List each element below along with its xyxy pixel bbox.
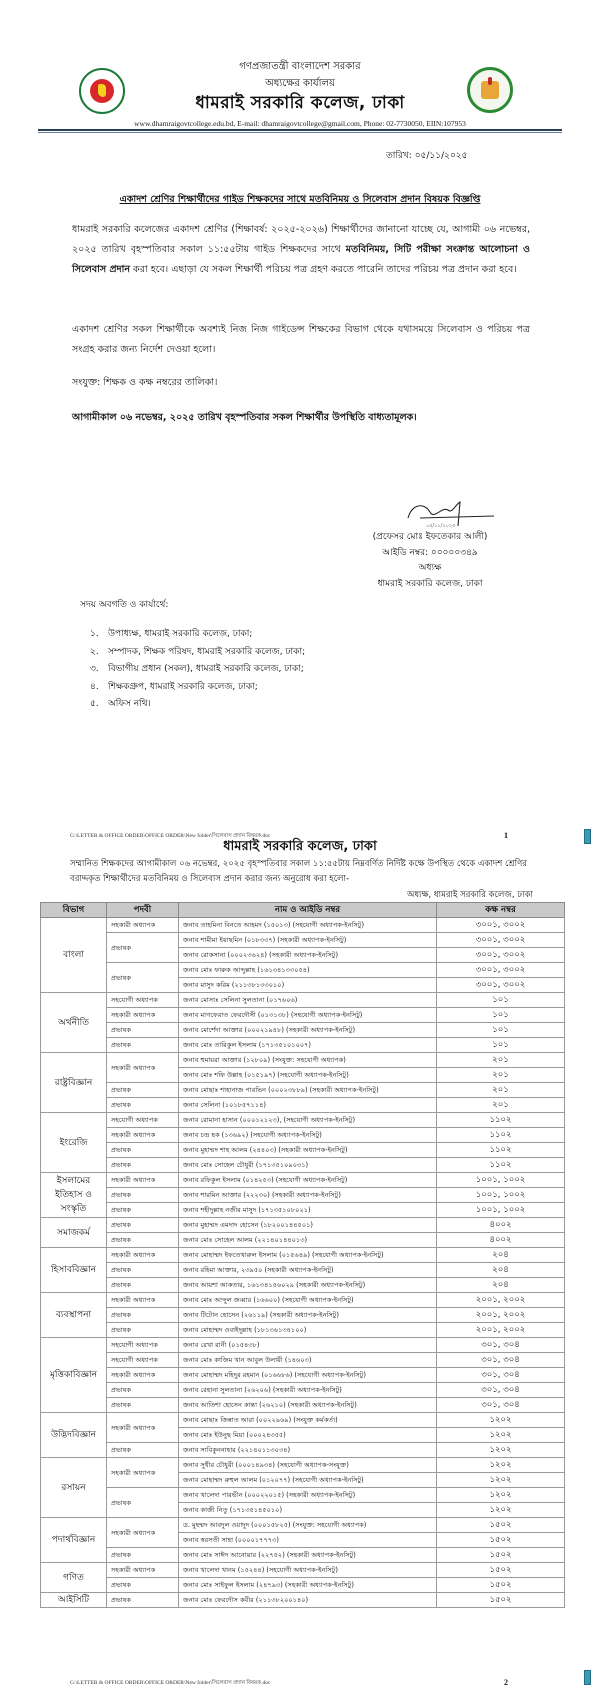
table-row	[41, 1203, 565, 1218]
room-number-cell: ৩০০১, ৩০০২	[437, 978, 565, 993]
teacher-name-cell: জনাব মোঃ ইউনুছ মিয়া (০০০২৪৩৫৫)	[179, 1428, 437, 1443]
department-cell: বাংলা	[41, 918, 107, 993]
table-row	[41, 1263, 565, 1278]
department-cell: উদ্ভিদবিজ্ঞান	[41, 1413, 107, 1458]
table-row	[41, 1308, 565, 1323]
cc-item: ৫. অফিস নথি।	[90, 699, 151, 709]
department-cell: রাষ্ট্রবিজ্ঞান	[41, 1053, 107, 1113]
signatory-institution: ধামরাই সরকারি কলেজ, ঢাকা	[377, 578, 483, 589]
cc-item: ১. উপাধ্যক্ষ, ধামরাই সরকারি কলেজ, ঢাকা;	[90, 629, 253, 639]
room-number-cell: ১৫০২	[437, 1593, 565, 1608]
table-row	[41, 1278, 565, 1293]
cc-item: ২. সম্পাদক, শিক্ষক পরিষদ, ধামরাই সরকারি কলেজ, ঢাকা;	[90, 646, 306, 657]
room-number-cell: ৩০১, ৩০৪	[437, 1338, 565, 1353]
signatory-designation: অধ্যক্ষ	[418, 563, 442, 573]
table-row	[41, 1548, 565, 1563]
room-number-cell: ১২০২	[437, 1488, 565, 1503]
header-department: বিভাগ	[41, 903, 107, 918]
table-row	[41, 1488, 565, 1503]
designation-cell: সহকারী অধ্যাপক	[107, 1563, 179, 1578]
designation-cell: প্রভাষক	[107, 1398, 179, 1413]
teacher-name-cell: জনাব মোছাঃ শাহানাজ পারভিন (০০০২৩৮৮৯) (সহকারী অধ্যাপক-ইনসিটু)	[179, 1083, 437, 1098]
designation-cell: প্রভাষক	[107, 1383, 179, 1398]
teacher-name-cell: জনাব সুধীর চৌধুরী (০০০১৪৯৩৪) (সহযোগী অধ্যাপক-সংযুক্ত)	[179, 1458, 437, 1473]
teacher-name-cell: জনাব রহিমা আক্তার, ২৩৯৫০ (সহকারী অধ্যাপক-ইনসিটু)	[179, 1263, 437, 1278]
table-row	[41, 1143, 565, 1158]
mandatory-attendance-notice: আগামীকাল ০৬ নভেম্বর, ২০২৫ তারিখ বৃহস্পতিবার সকল শিক্ষার্থীর উপস্থিতি বাধ্যতামূলক।	[72, 412, 417, 423]
department-cell: সমাজকর্ম	[41, 1218, 107, 1248]
table-row	[41, 1458, 565, 1473]
teacher-name-cell: জনাব চন্দ্র হক (১৩৬৯২) (সহযোগী অধ্যাপক-ইনসিটু)	[179, 1128, 437, 1143]
designation-cell: সহকারী অধ্যাপক	[107, 1293, 179, 1308]
teacher-name-cell: জনাব মোসাঃ সেলিনা সুলতানা (০১৭৬০৬)	[179, 993, 437, 1008]
header-name-id: নাম ও আইডি নম্বর	[179, 903, 437, 918]
table-row	[41, 1008, 565, 1023]
page2-title: ধামরাই সরকারি কলেজ, ঢাকা	[223, 839, 377, 854]
designation-cell: প্রভাষক	[107, 1038, 179, 1053]
teacher-name-cell: জনাব মোহাম্মদ ইফতেখারুল ইসলাম (০১৫৬৪৯) (সহযোগী অধ্যাপক-ইনসিটু)	[179, 1248, 437, 1263]
teacher-room-table	[40, 902, 565, 1608]
table-row	[41, 933, 565, 948]
teacher-name-cell: জনাব সেলিনা (১০১৮৫৭১১৪)	[179, 1098, 437, 1113]
room-number-cell: ১০১	[437, 993, 565, 1008]
table-row	[41, 1368, 565, 1383]
designation-cell: প্রভাষক	[107, 1203, 179, 1218]
room-number-cell: ১০০১, ১০০২	[437, 1203, 565, 1218]
designation-cell: সহকারী অধ্যাপক	[107, 1173, 179, 1188]
teacher-name-cell: জনাব শহীদুল্লাহ নজীর মাসুদ (১৭১৩৫১০৮০২১)	[179, 1203, 437, 1218]
teacher-name-cell: জনাব মাসুদ করিম (২১১৩৮১৩৩০১০)	[179, 978, 437, 993]
table-row	[41, 1188, 565, 1203]
letterhead-divider-thin	[38, 132, 562, 133]
designation-cell: সহকারী অধ্যাপক	[107, 1128, 179, 1143]
designation-cell: প্রভাষক	[107, 1098, 179, 1113]
room-number-cell: ১০১	[437, 1008, 565, 1023]
department-cell: অর্থনীতি	[41, 993, 107, 1053]
room-number-cell: ৪০০২	[437, 1218, 565, 1233]
table-row	[41, 1038, 565, 1053]
room-number-cell: ১২০২	[437, 1413, 565, 1428]
department-cell: আইসিটি	[41, 1593, 107, 1608]
room-number-cell: ১০০১, ১০০২	[437, 1173, 565, 1188]
table-row	[41, 1338, 565, 1353]
room-number-cell: ৩০০১, ৩০০২	[437, 933, 565, 948]
room-number-cell: ১২০২	[437, 1428, 565, 1443]
room-number-cell: ১১০২	[437, 1143, 565, 1158]
room-number-cell: ৩০০১, ৩০০২	[437, 918, 565, 933]
teacher-name-cell: জনাব মোহাম্মদ মহিদুর রহমান (০১৬৬৮৬) (সহযোগী অধ্যাপক-ইনসিটু)	[179, 1368, 437, 1383]
table-row	[41, 1218, 565, 1233]
designation-cell: সহকারী অধ্যাপক	[107, 1518, 179, 1548]
designation-cell: প্রভাষক	[107, 1188, 179, 1203]
teacher-name-cell: জনাব মোঃ সোহেল আলম (২২১৪০১৪৪০১৩)	[179, 1233, 437, 1248]
room-number-cell: ৩০০১, ৩০০২	[437, 948, 565, 963]
department-cell: হিসাববিজ্ঞান	[41, 1248, 107, 1293]
teacher-name-cell: জনাব মোঃ কাজিম খান আবুল উলায়ী (১৪৬০৩)	[179, 1353, 437, 1368]
designation-cell: প্রভাষক	[107, 1143, 179, 1158]
designation-cell: সহযোগী অধ্যাপক	[107, 1113, 179, 1128]
designation-cell: প্রভাষক	[107, 1023, 179, 1038]
signatory-name: (প্রফেসর মোঃ ইফতেকার আলী)	[372, 532, 488, 542]
header-designation: পদবী	[107, 903, 179, 918]
designation-cell: প্রভাষক	[107, 963, 179, 993]
room-number-cell: ১২০২	[437, 1473, 565, 1488]
room-number-cell: ২০১	[437, 1098, 565, 1113]
room-number-cell: ১৫০২	[437, 1548, 565, 1563]
table-row	[41, 1413, 565, 1428]
letterhead-government: গণপ্রজাতন্ত্রী বাংলাদেশ সরকার	[239, 61, 361, 72]
table-row	[41, 1518, 565, 1533]
signature-block	[340, 530, 520, 592]
notice-title: একাদশ শ্রেণির শিক্ষার্থীদের গাইড শিক্ষকদের সাথে মতবিনিময় ও সিলেবাস প্রদান বিষয়ক বিজ্ঞপ্তি	[119, 194, 481, 205]
department-cell: ইংরেজি	[41, 1113, 107, 1173]
teacher-name-cell: জনাব মোঃ সাইফুল ইসলাম (২৪৭৯৩) (সহকারী অধ্যাপক-ইনসিটু)	[179, 1578, 437, 1593]
page-number: 2	[504, 1678, 508, 1687]
teacher-name-cell: জনাব তাহমিনা বিনতে আহমদ (১৫০১৩) (সহযোগী অধ্যাপক-ইনসিটু)	[179, 918, 437, 933]
designation-cell: সহকারী অধ্যাপক	[107, 1458, 179, 1488]
room-number-cell: ১২০২	[437, 1503, 565, 1518]
para1-text-b: করা হবে। এছাড়া যে সকল শিক্ষার্থী পরিচয় পত্র গ্রহণ করতে পারেনি তাদের পরিচয় পত্র প্রদান করা হবে।	[130, 264, 517, 275]
teacher-name-cell: জনাব মোর্শেদা আক্তার (০০০২১৯৪৮) (সহকারী অধ্যাপক-ইনসিটু)	[179, 1023, 437, 1038]
room-number-cell: ১২০২	[437, 1443, 565, 1458]
teacher-name-cell: জনাব রোকসানা (০০০২৩৬২৪) (সহকারী অধ্যাপক-ইনসিটু)	[179, 948, 437, 963]
table-header-row	[41, 903, 565, 918]
room-number-cell: ২০১	[437, 1083, 565, 1098]
department-cell: ইসলামের ইতিহাস ও সংস্কৃতি	[41, 1173, 107, 1218]
table-row	[41, 1128, 565, 1143]
room-number-cell: ২০৪	[437, 1278, 565, 1293]
table-row	[41, 918, 565, 933]
designation-cell: সহযোগী অধ্যাপক	[107, 1353, 179, 1368]
table-row	[41, 1563, 565, 1578]
room-number-cell: ২০০১, ২০০২	[437, 1308, 565, 1323]
department-cell: রসায়ন	[41, 1458, 107, 1518]
teacher-name-cell: জনাব আতিশা হোসেন কান্তা (২৬২১০) (সহকারী অধ্যাপক-ইনসিটু)	[179, 1398, 437, 1413]
room-number-cell: ১৫০২	[437, 1578, 565, 1593]
teacher-name-cell: জনাব মোহাম্মদ ওবাইদুল্লাহ (১৮১৩৬১৩৪১০০)	[179, 1323, 437, 1338]
notice-paragraph-1	[72, 220, 530, 280]
cc-item: ৩. বিভাগীয় প্রধান (সকল), ধামরাই সরকারি কলেজ, ঢাকা;	[90, 664, 304, 674]
teacher-name-cell: ড. মুহম্মদ আবদুল ওয়াদুদ (০০০১৫৮২৫) (সংযুক্ত: সহযোগী অধ্যাপক)	[179, 1518, 437, 1533]
designation-cell: প্রভাষক	[107, 1233, 179, 1248]
room-number-cell: ১১০২	[437, 1128, 565, 1143]
department-cell: গণিত	[41, 1563, 107, 1593]
signatory-id: আইডি নম্বর: ০০০০০৩৪৯	[382, 547, 478, 558]
teacher-name-cell: জনাব হুমায়রা আক্তার (১২৮০৯) (সংযুক্ত: সহযোগী অধ্যাপক)	[179, 1053, 437, 1068]
designation-cell: সহকারী অধ্যাপক	[107, 1008, 179, 1023]
document-page-1	[0, 0, 600, 840]
room-number-cell: ২০০১, ২০০২	[437, 1293, 565, 1308]
room-number-cell: ২০০১, ২০০২	[437, 1323, 565, 1338]
teacher-name-cell: জনাব মোঃ সোহেল চৌধুরী (১৭১৩৫১০৯০৩১)	[179, 1158, 437, 1173]
designation-cell: প্রভাষক	[107, 933, 179, 963]
designation-cell: প্রভাষক	[107, 1278, 179, 1293]
room-number-cell: ২০৪	[437, 1263, 565, 1278]
designation-cell: সহযোগী অধ্যাপক	[107, 993, 179, 1008]
designation-cell: সহযোগী অধ্যাপক	[107, 1338, 179, 1353]
room-number-cell: ৩০১, ৩০৪	[437, 1353, 565, 1368]
page2-intro: সম্মানিত শিক্ষকদের আগামীকাল ০৬ নভেম্বর, ২০২৫ বৃহস্পতিবার সকাল ১১:৫৫টায় নিম্নবর্ণিত নির্দিষ্ট কক্ষে উপস্থিত থেকে একাদশ শ্রেণির বরাদ্দকৃত শিক্ষার্থীদের মতবিনিময় ও সিলেবাস প্রদান করার জন্য অনুরোধ করা হলো-	[70, 859, 527, 884]
designation-cell: প্রভাষক	[107, 1443, 179, 1458]
department-cell: পদার্থবিজ্ঞান	[41, 1518, 107, 1563]
teacher-name-cell: জনাব মুহাম্মদ এমদাদ হোসেন (১৮২০০১৪৪৫০১)	[179, 1218, 437, 1233]
room-number-cell: ৩০১, ৩০৪	[437, 1383, 565, 1398]
teacher-name-cell: জনাব মাগফেরাত ফেরদৌসী (০১৩১৩৮) (সহযোগী অধ্যাপক-ইনসিটু)	[179, 1008, 437, 1023]
room-number-cell: ১০১	[437, 1038, 565, 1053]
designation-cell: প্রভাষক	[107, 1218, 179, 1233]
teacher-name-cell: জনাব মোঃ ফারুক আব্দুল্লাহ (১৬১৩৪১৩৩০৫৪)	[179, 963, 437, 978]
teacher-name-cell: জনাব আয়শা আকতার, ১৬১৩৪১৫৬০২৯ (সহকারী অধ্যাপক-ইনসিটু)	[179, 1278, 437, 1293]
teacher-name-cell: জনাব রফিকুল ইসলাম (০১৪২৫৩) (সহযোগী অধ্যাপক-ইনসিটু)	[179, 1173, 437, 1188]
table-row	[41, 1383, 565, 1398]
cc-heading: সদয় অবগতি ও কার্যার্থে:	[80, 600, 169, 610]
table-row	[41, 1053, 565, 1068]
designation-cell: প্রভাষক	[107, 1488, 179, 1518]
designation-cell: সহকারী অধ্যাপক	[107, 918, 179, 933]
table-row	[41, 1083, 565, 1098]
notice-date: তারিখ: ০৫/১১/২০২৫	[386, 151, 468, 161]
room-number-cell: ১০০১, ১০০২	[437, 1188, 565, 1203]
page-marker[interactable]	[584, 1670, 591, 1685]
table-row	[41, 1293, 565, 1308]
designation-cell: সহকারী অধ্যাপক	[107, 1248, 179, 1263]
room-number-cell: ১১০২	[437, 1158, 565, 1173]
room-number-cell: ৩০১, ৩০৪	[437, 1368, 565, 1383]
room-number-cell: ৩০০১, ৩০০২	[437, 963, 565, 978]
letterhead-office: অধ্যক্ষের কার্যালয়	[265, 78, 335, 89]
para1-text-a: ধামরাই সরকারি কলেজের একাদশ শ্রেণির (শিক্ষাবর্ষ: ২০২৫-২০২৬) শিক্ষার্থীদের জানানো যাচ্ছে যে, আগামী ০৬ নভেম্বর, ২০২৫ তারিখ বৃহস্পতিবার সকাল ১১:৫৫টায় গাইড শিক্ষকদের সাথে	[72, 224, 530, 255]
room-number-cell: ১১০২	[437, 1113, 565, 1128]
teacher-name-cell: জনাব মোঃ ফেরদৌস কবীর (২১১৩৮২০০১৪০)	[179, 1593, 437, 1608]
teacher-name-cell: জনাব শামীমা ইয়াছমিন (০১৮৩৩৭) (সহকারী অধ্যাপক-ইনসিটু)	[179, 933, 437, 948]
signature-icon	[390, 498, 500, 528]
teacher-name-cell: জনাব মোঃ সাঈদ আনোয়ার (২২৭৫২) (সহকারী অধ্যাপক-ইনসিটু)	[179, 1548, 437, 1563]
room-number-cell: ২০৪	[437, 1248, 565, 1263]
teacher-name-cell: জনাব মোঃ শফি উল্লাহ (০১৫১৯৭) (সহযোগী অধ্যাপক-ইনসিটু)	[179, 1068, 437, 1083]
page2-signoff: অধ্যক্ষ, ধামরাই সরকারি কলেজ, ঢাকা	[407, 890, 533, 900]
teacher-name-cell: জনাব স্বরসতী সাহা (০০০০১৭৭৭৩)	[179, 1533, 437, 1548]
table-row	[41, 1023, 565, 1038]
designation-cell: প্রভাষক	[107, 1158, 179, 1173]
table-row	[41, 1113, 565, 1128]
table-row	[41, 1173, 565, 1188]
teacher-name-cell: জনাব সাবিকুননাহার (২২১৪০১১৩০৩৪)	[179, 1443, 437, 1458]
table-row	[41, 993, 565, 1008]
table-row	[41, 1323, 565, 1338]
letterhead-college-name: ধামরাই সরকারি কলেজ, ঢাকা	[195, 93, 405, 113]
teacher-name-cell: জনাব খালেদা খানম (১৫২৪৪) (সহযোগী অধ্যাপক-ইনসিটু)	[179, 1563, 437, 1578]
designation-cell: প্রভাষক	[107, 1593, 179, 1608]
table-row	[41, 1098, 565, 1113]
room-number-cell: ১৫০২	[437, 1533, 565, 1548]
document-page-2	[0, 820, 600, 1696]
designation-cell: প্রভাষক	[107, 1548, 179, 1563]
table-row	[41, 1398, 565, 1413]
teacher-name-cell: জনাব মুহাম্মদ শাহ আলম (২৪৪০৩) (সহকারী অধ্যাপক-ইনসিটু)	[179, 1143, 437, 1158]
department-cell: ব্যবস্থাপনা	[41, 1293, 107, 1338]
para1-bold-text: মতবিনিময়, সিটি পরীক্ষা সংক্রান্ত আলোচনা ও সিলেবাস প্রদান	[72, 244, 530, 275]
designation-cell: প্রভাষক	[107, 1263, 179, 1278]
room-number-cell: ৩০১, ৩০৪	[437, 1398, 565, 1413]
teacher-name-cell: জনাব কাজী নিতু (১৭১৩৫১৪৫০১০)	[179, 1503, 437, 1518]
teacher-name-cell: জনাব মোঃ তারিকুল ইসলাম (১৭১৩৫১০১০০৭)	[179, 1038, 437, 1053]
teacher-name-cell: জনাব রেখা রানী (০১৫৪৩৮)	[179, 1338, 437, 1353]
room-number-cell: ১৫০২	[437, 1563, 565, 1578]
notice-paragraph-2: একাদশ শ্রেণির সকল শিক্ষার্থীকে অবশ্যই নিজ নিজ গাইডেন্স শিক্ষকের বিভাগ থেকে যথাসময়ে সিলেবাস ও পরিচয় পত্র সংগ্রহ করার জন্য নির্দেশ দেওয়া হলো।	[72, 324, 530, 355]
table-row	[41, 1593, 565, 1608]
table-row	[41, 1158, 565, 1173]
designation-cell: প্রভাষক	[107, 1578, 179, 1593]
designation-cell: প্রভাষক	[107, 1308, 179, 1323]
teacher-name-cell: জনাব মোছাঃ জিন্নাত আরা (০০২২৯৬৯) (সংযুক্ত কর্মকর্তা)	[179, 1413, 437, 1428]
department-cell: মৃত্তিকাবিজ্ঞান	[41, 1338, 107, 1413]
room-number-cell: ১২০২	[437, 1458, 565, 1473]
cc-item: ৪. শিক্ষকগ্রুপ, ধামরাই সরকারি কলেজ, ঢাকা;	[90, 681, 258, 692]
teacher-name-cell: জনাব শারমিন আক্তার (২২২৩০) (সহকারী অধ্যাপক-ইনসিটু)	[179, 1188, 437, 1203]
cc-list	[90, 626, 305, 714]
attachment-note: সংযুক্ত: শিক্ষক ও কক্ষ নম্বরের তালিকা।	[72, 377, 218, 388]
header-room: কক্ষ নম্বর	[437, 903, 565, 918]
teacher-name-cell: জনাব রেহানা সুলতানা (২৬২০৬) (সহকারী অধ্যাপক-ইনসিটু)	[179, 1383, 437, 1398]
designation-cell: সহকারী অধ্যাপক	[107, 1053, 179, 1083]
room-number-cell: ২০১	[437, 1053, 565, 1068]
room-number-cell: ২০১	[437, 1068, 565, 1083]
teacher-name-cell: জনাব খালেদা পারভীন (০০০২২০১৫) (সহকারী অধ্যাপক-ইনসিটু)	[179, 1488, 437, 1503]
designation-cell: প্রভাষক	[107, 1323, 179, 1338]
teacher-name-cell: জনাব রোমানা হাসান (০০০১২১২৩), (সহযোগী অধ্যাপক-ইনসিটু)	[179, 1113, 437, 1128]
designation-cell: প্রভাষক	[107, 1083, 179, 1098]
room-number-cell: ১০১	[437, 1023, 565, 1038]
table-row	[41, 963, 565, 978]
table-row	[41, 1248, 565, 1263]
footer-file-path: G:\LETTER & OFFICE ORDER\OFFICE ORDER\New folder\সিলেবাস প্রদান বিষয়ক.doc	[70, 833, 271, 839]
footer-file-path: G:\LETTER & OFFICE ORDER\OFFICE ORDER\New folder\সিলেবাস প্রদান বিষয়ক.doc	[70, 1680, 271, 1686]
page-number: 1	[504, 831, 508, 840]
table-row	[41, 1443, 565, 1458]
letterhead-contact: www.dhamraigovtcollege.edu.bd, E-mail: dhamraigovtcollege@gmail.com, Phone: 02-7730050, EIIN:107953	[134, 119, 466, 128]
table-row	[41, 1353, 565, 1368]
designation-cell: সহকারী অধ্যাপক	[107, 1368, 179, 1383]
room-number-cell: ১৫০২	[437, 1518, 565, 1533]
teacher-name-cell: জনাব মোঃ আব্দুল জব্বার (১৬৬০০) (সহযোগী অধ্যাপক-ইনসিটু)	[179, 1293, 437, 1308]
teacher-name-cell: জনাব টিটোন হোসেন (২৬১১৯) (সহকারী অধ্যাপক-ইনসিটু)	[179, 1308, 437, 1323]
signature-date: ০৫/১১/২০২৫	[426, 523, 456, 528]
table-row	[41, 1578, 565, 1593]
teacher-name-cell: জনাব মোহাম্মদ রুহুল আলম (০১২০৭৭) (সহযোগী অধ্যাপক-ইনসিটু)	[179, 1473, 437, 1488]
letterhead-divider	[38, 129, 562, 131]
table-row	[41, 1233, 565, 1248]
designation-cell: সহকারী অধ্যাপক	[107, 1413, 179, 1443]
room-number-cell: ৪০০২	[437, 1233, 565, 1248]
